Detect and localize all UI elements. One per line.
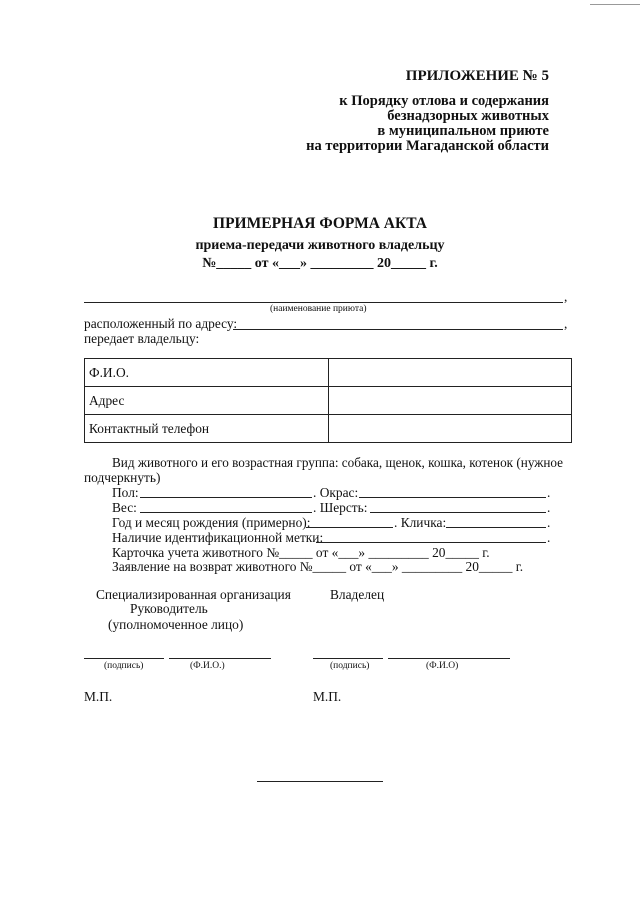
weight-line xyxy=(140,512,312,513)
address-line xyxy=(233,329,563,330)
scan-corner-mark xyxy=(590,4,640,5)
id-mark-label: Наличие идентификационной метки: xyxy=(112,530,324,545)
transfers-label: передает владельцу: xyxy=(84,331,200,346)
card-line: Карточка учета животного №_____ от «___» _________ 20_____ г. xyxy=(112,545,490,560)
name-line xyxy=(446,527,546,528)
owner-signature-label: Владелец xyxy=(330,587,385,602)
coat-line xyxy=(370,512,546,513)
owner-fio-value xyxy=(329,359,572,387)
owner-fio-label: Ф.И.О. xyxy=(85,359,329,387)
org-sign-caption: (подпись) xyxy=(104,661,144,671)
org-sign-line xyxy=(84,658,164,659)
owner-sign-caption: (подпись) xyxy=(330,661,370,671)
org-line-2: Руководитель xyxy=(130,601,208,616)
table-row xyxy=(85,387,572,415)
owner-address-label: Адрес xyxy=(85,387,329,415)
owner-table xyxy=(84,358,572,443)
owner-address-value xyxy=(329,387,572,415)
address-label: расположенный по адресу: xyxy=(84,316,238,331)
claim-line: Заявление на возврат животного №_____ от «___» _________ 20_____ г. xyxy=(112,559,524,574)
id-mark-line xyxy=(316,542,546,543)
stamp-left: М.П. xyxy=(84,689,113,704)
coat-end-dot: . xyxy=(547,500,551,515)
annex-line-2: безнадзорных животных xyxy=(387,108,549,124)
shelter-name-caption: (наименование приюта) xyxy=(270,304,367,314)
form-number-line: №_____ от «___» _________ 20_____ г. xyxy=(202,256,438,271)
color-line xyxy=(359,497,546,498)
annex-line-4: на территории Магаданской области xyxy=(306,138,549,154)
birth-label: Год и месяц рождения (примерно): xyxy=(112,515,311,530)
owner-sign-line xyxy=(313,658,383,659)
shelter-name-line xyxy=(84,302,563,303)
name-label: . Кличка: xyxy=(394,515,447,530)
color-label: . Окрас: xyxy=(313,485,359,500)
org-fio-caption: (Ф.И.О.) xyxy=(190,661,225,671)
form-subtitle: приема-передачи животного владельцу xyxy=(195,238,445,253)
sex-label: Пол: xyxy=(112,485,139,500)
stamp-right: М.П. xyxy=(313,689,342,704)
annex-line-3: в муниципальном приюте xyxy=(377,123,549,139)
table-row xyxy=(85,359,572,387)
coat-label: . Шерсть: xyxy=(313,500,368,515)
table-row xyxy=(85,415,572,443)
color-end-dot: . xyxy=(547,485,551,500)
annex-line-1: к Порядку отлова и содержания xyxy=(339,93,549,109)
org-line-1: Специализированная организация xyxy=(96,587,291,602)
birth-line xyxy=(306,527,393,528)
owner-phone-label: Контактный телефон xyxy=(85,415,329,443)
name-end-dot: . xyxy=(547,515,551,530)
species-line-1: Вид животного и его возрастная группа: собака, щенок, кошка, котенок (нужное xyxy=(112,455,564,470)
owner-fio-line xyxy=(388,658,510,659)
owner-fio-caption: (Ф.И.О) xyxy=(426,661,459,671)
weight-label: Вес: xyxy=(112,500,137,515)
sex-line xyxy=(140,497,312,498)
closing-separator xyxy=(257,781,383,782)
id-mark-end-dot: . xyxy=(547,530,551,545)
org-fio-line xyxy=(169,658,271,659)
owner-phone-value xyxy=(329,415,572,443)
address-comma: , xyxy=(564,316,568,331)
annex-title: ПРИЛОЖЕНИЕ № 5 xyxy=(405,68,549,84)
org-line-3: (уполномоченное лицо) xyxy=(108,617,244,632)
shelter-name-comma: , xyxy=(564,289,568,304)
form-title: ПРИМЕРНАЯ ФОРМА АКТА xyxy=(213,215,427,232)
species-line-2: подчеркнуть) xyxy=(84,470,161,485)
